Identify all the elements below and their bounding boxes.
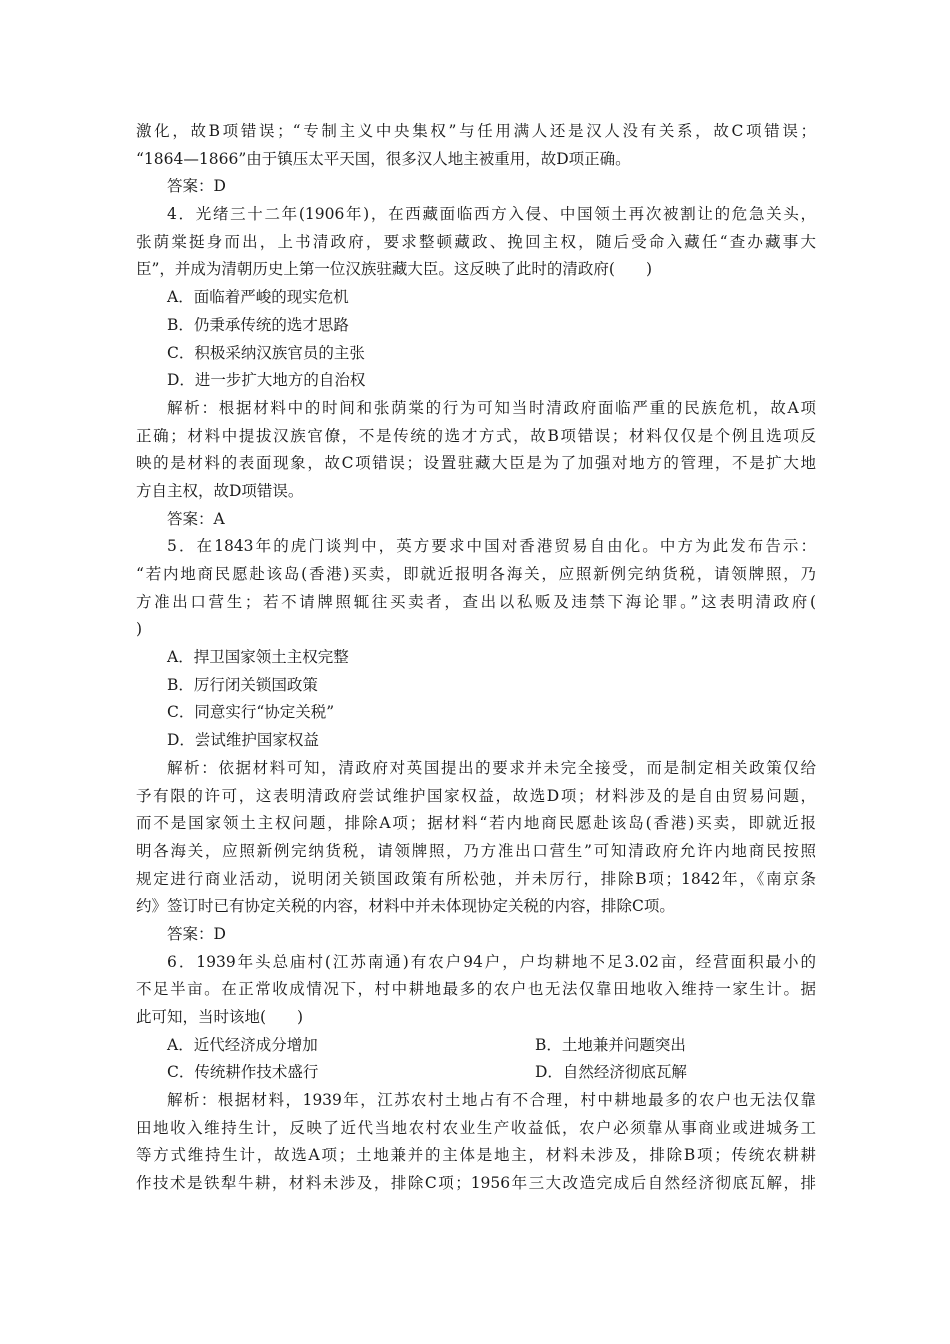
question-5-analysis-line: 解析：依据材料可知，清政府对英国提出的要求并未完全接受，而是制定相关政策仅给 [167, 758, 816, 777]
question-6-analysis-line: 作技术是铁犁牛耕，材料未涉及，排除C项；1956年三大改造完成后自然经济彻底瓦解，排 [136, 1174, 816, 1193]
question-6-options-row [136, 1059, 816, 1087]
question-4-answer: 答案：A [167, 509, 225, 528]
question-5-answer: 答案：D [167, 924, 226, 943]
question-5-analysis-line: 明各海关，应照新例完纳货税，请领牌照，乃方准出口营生”可知清政府允许内地商民按照 [136, 841, 816, 860]
question-6-options-row [136, 1032, 816, 1060]
question-4-stem-line: 4．光绪三十二年(1906年)，在西藏面临西方入侵、中国领土再次被割让的危急关头， [167, 205, 816, 224]
question-5-option-c: C．同意实行“协定关税” [167, 703, 335, 722]
analysis-line: 激化，故B项错误；“专制主义中央集权”与任用满人还是汉人没有关系，故C项错误； [136, 122, 816, 140]
question-4-stem-line: 臣”，并成为清朝历史上第一位汉族驻藏大臣。这反映了此时的清政府( ) [136, 260, 653, 279]
question-6-analysis-line: 等方式维持生计，故选A项；土地兼并的主体是地主，材料未涉及，排除B项；传统农耕耕 [136, 1146, 816, 1165]
question-5-stem-line: 方准出口营生；若不请牌照辄往买卖者，查出以私贩及违禁下海论罪。”这表明清政府( [136, 592, 816, 611]
question-5-option-a: A．捍卫国家领土主权完整 [167, 648, 349, 667]
document-page [136, 118, 816, 1198]
question-4-option-d: D．进一步扩大地方的自治权 [167, 371, 366, 390]
question-6-option-a: A．近代经济成分增加 [167, 1035, 318, 1054]
answer-line: 答案：D [167, 177, 226, 196]
question-5-analysis-line: 约》签订时已有协定关税的内容，材料中并未体现协定关税的内容，排除C项。 [136, 897, 675, 916]
question-6-option-c: C．传统耕作技术盛行 [167, 1063, 319, 1082]
question-6-stem-line: 不足半亩。在正常收成情况下，村中耕地最多的农户也无法仅靠田地收入维持一家生计。据 [136, 980, 816, 999]
question-6-option-d: D．自然经济彻底瓦解 [535, 1063, 687, 1082]
question-6-analysis-line: 田地收入维持生计，反映了近代当地农村农业生产收益低，农户必须靠从事商业或进城务工 [136, 1118, 816, 1137]
question-6-option-b: B．土地兼并问题突出 [535, 1035, 686, 1054]
analysis-line: “1864—1866”由于镇压太平天国，很多汉人地主被重用，故D项正确。 [136, 149, 631, 168]
question-4-analysis-line: 解析：根据材料中的时间和张荫棠的行为可知当时清政府面临严重的民族危机，故A项 [167, 398, 816, 417]
question-4-option-c: C．积极采纳汉族官员的主张 [167, 343, 365, 362]
question-6-stem-line: 此可知，当时该地( ) [136, 1008, 304, 1026]
question-4-analysis-line: 映的是材料的表面现象，故C项错误；设置驻藏大臣是为了加强对地方的管理，不是扩大地 [136, 454, 816, 473]
question-4-analysis-line: 正确；材料中提拔汉族官僚，不是传统的选才方式，故B项错误；材料仅仅是个例且选项反 [136, 426, 816, 445]
question-5-analysis-line: 而不是国家领土主权问题，排除A项；据材料“若内地商民愿赴该岛(香港)买卖，即就近报 [136, 814, 816, 833]
question-5-option-b: B．厉行闭关锁国政策 [167, 675, 318, 694]
question-4-option-b: B．仍秉承传统的选才思路 [167, 315, 349, 334]
question-5-stem-line: ) [136, 620, 143, 639]
question-5-analysis-line: 予有限的许可，这表明清政府尝试维护国家权益，故选D项；材料涉及的是自由贸易问题， [136, 786, 816, 805]
question-4-analysis-line: 方自主权，故D项错误。 [136, 481, 304, 500]
question-6-analysis-line: 解析：根据材料，1939年，江苏农村土地占有不合理，村中耕地最多的农户也无法仅靠 [167, 1091, 816, 1110]
question-6-stem-line: 6．1939年头总庙村(江苏南通)有农户94户，户均耕地不足3.02亩，经营面积最小的 [167, 952, 816, 971]
question-5-stem-line: “若内地商民愿赴该岛(香港)买卖，即就近报明各海关，应照新例完纳货税，请领牌照，乃 [136, 565, 816, 583]
question-5-stem-line: 5．在1843年的虎门谈判中，英方要求中国对香港贸易自由化。中方为此发布告示： [167, 537, 816, 556]
question-4-option-a: A．面临着严峻的现实危机 [167, 288, 349, 307]
question-5-analysis-line: 规定进行商业活动，说明闭关锁国政策有所松弛，并未厉行，排除B项；1842年，《南京条 [136, 869, 816, 888]
question-5-option-d: D．尝试维护国家权益 [167, 731, 319, 750]
question-4-stem-line: 张荫棠挺身而出，上书清政府，要求整顿藏政、挽回主权，随后受命入藏任“查办藏事大 [136, 232, 816, 251]
